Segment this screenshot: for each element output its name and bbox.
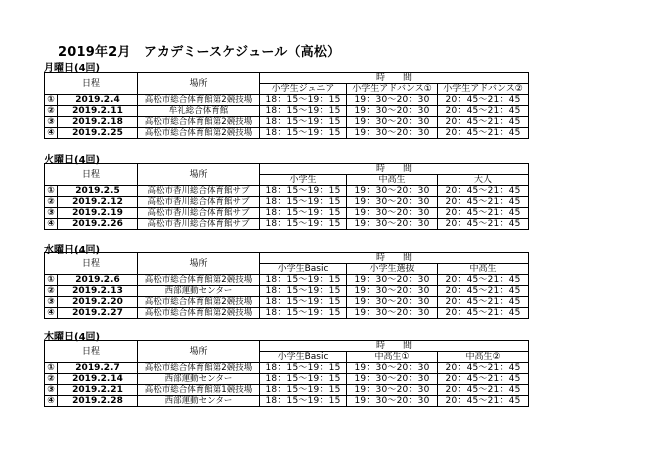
header-time: 時 間 — [260, 164, 529, 175]
row-number: ① — [45, 275, 58, 286]
row-location: 高松市総合体育館第2競技場 — [138, 117, 260, 128]
row-number: ② — [45, 106, 58, 117]
table-row — [45, 275, 529, 286]
table-row — [45, 197, 529, 208]
row-time-3: 20：45～21：45 — [438, 117, 529, 128]
row-number: ① — [45, 363, 58, 374]
row-date: 2019.2.13 — [58, 286, 138, 297]
row-time-2: 19：30～20：30 — [347, 363, 438, 374]
header-time: 時 間 — [260, 341, 529, 352]
row-time-2: 19：30～20：30 — [347, 308, 438, 319]
row-number: ④ — [45, 219, 58, 230]
row-location: 高松市総合体育館第2競技場 — [138, 363, 260, 374]
row-time-3: 20：45～21：45 — [438, 286, 529, 297]
header-location: 場所 — [138, 253, 260, 275]
table-row — [45, 117, 529, 128]
row-time-3: 20：45～21：45 — [438, 208, 529, 219]
row-time-2: 19：30～20：30 — [347, 128, 438, 139]
row-time-3: 20：45～21：45 — [438, 385, 529, 396]
table-row — [45, 208, 529, 219]
row-time-3: 20：45～21：45 — [438, 275, 529, 286]
row-location: 高松市総合体育館第2競技場 — [138, 95, 260, 106]
row-date: 2019.2.5 — [58, 186, 138, 197]
row-location: 高松市総合体育館第2競技場 — [138, 297, 260, 308]
row-number: ① — [45, 186, 58, 197]
row-time-3: 20：45～21：45 — [438, 374, 529, 385]
row-time-3: 20：45～21：45 — [438, 396, 529, 407]
row-time-3: 20：45～21：45 — [438, 363, 529, 374]
column-header: 中高生① — [347, 352, 438, 363]
header-location: 場所 — [138, 73, 260, 95]
table-row — [45, 219, 529, 230]
row-time-2: 19：30～20：30 — [347, 208, 438, 219]
row-date: 2019.2.4 — [58, 95, 138, 106]
row-time-1: 18：15～19：15 — [260, 208, 347, 219]
row-number: ④ — [45, 308, 58, 319]
row-location: 西部運動センター — [138, 374, 260, 385]
row-date: 2019.2.18 — [58, 117, 138, 128]
page-title: 2019年2月 アカデミースケジュール（高松） — [58, 45, 341, 60]
column-header: 小学生Basic — [260, 264, 347, 275]
column-header: 中高生② — [438, 352, 529, 363]
row-time-2: 19：30～20：30 — [347, 186, 438, 197]
row-time-2: 19：30～20：30 — [347, 297, 438, 308]
row-number: ④ — [45, 396, 58, 407]
table-row — [45, 308, 529, 319]
row-time-3: 20：45～21：45 — [438, 186, 529, 197]
row-number: ③ — [45, 208, 58, 219]
column-header: 大人 — [438, 175, 529, 186]
row-location: 高松市総合体育館第2競技場 — [138, 308, 260, 319]
header-date: 日程 — [45, 253, 138, 275]
schedule-table-tuesday — [44, 163, 529, 230]
row-time-2: 19：30～20：30 — [347, 396, 438, 407]
row-time-2: 19：30～20：30 — [347, 219, 438, 230]
row-location: 牟礼総合体育館 — [138, 106, 260, 117]
schedule-table-monday — [44, 72, 529, 139]
row-time-2: 19：30～20：30 — [347, 197, 438, 208]
row-location: 高松市香川総合体育館サブ — [138, 208, 260, 219]
row-date: 2019.2.26 — [58, 219, 138, 230]
row-date: 2019.2.27 — [58, 308, 138, 319]
table-row — [45, 128, 529, 139]
row-time-1: 18：15～19：15 — [260, 219, 347, 230]
row-time-2: 19：30～20：30 — [347, 95, 438, 106]
header-date: 日程 — [45, 341, 138, 363]
header-time: 時 間 — [260, 73, 529, 84]
row-location: 高松市総合体育館第2競技場 — [138, 128, 260, 139]
row-date: 2019.2.7 — [58, 363, 138, 374]
row-time-1: 18：15～19：15 — [260, 275, 347, 286]
header-location: 場所 — [138, 341, 260, 363]
section-label-monday: 月曜日(4回) — [44, 63, 101, 74]
row-date: 2019.2.28 — [58, 396, 138, 407]
row-time-3: 20：45～21：45 — [438, 219, 529, 230]
column-header: 小学生ジュニア — [260, 84, 347, 95]
table-row — [45, 95, 529, 106]
row-time-1: 18：15～19：15 — [260, 363, 347, 374]
row-date: 2019.2.20 — [58, 297, 138, 308]
row-time-1: 18：15～19：15 — [260, 197, 347, 208]
row-number: ④ — [45, 128, 58, 139]
row-time-1: 18：15～19：15 — [260, 297, 347, 308]
row-time-2: 19：30～20：30 — [347, 117, 438, 128]
row-date: 2019.2.12 — [58, 197, 138, 208]
row-time-3: 20：45～21：45 — [438, 308, 529, 319]
row-number: ① — [45, 95, 58, 106]
row-location: 西部運動センター — [138, 396, 260, 407]
header-date: 日程 — [45, 73, 138, 95]
row-time-1: 18：15～19：15 — [260, 106, 347, 117]
row-date: 2019.2.21 — [58, 385, 138, 396]
row-time-1: 18：15～19：15 — [260, 186, 347, 197]
table-row — [45, 297, 529, 308]
row-time-1: 18：15～19：15 — [260, 128, 347, 139]
section-label-thursday: 木曜日(4回) — [44, 332, 101, 343]
header-location: 場所 — [138, 164, 260, 186]
row-location: 高松市香川総合体育館サブ — [138, 197, 260, 208]
row-time-1: 18：15～19：15 — [260, 308, 347, 319]
table-row — [45, 363, 529, 374]
row-number: ③ — [45, 117, 58, 128]
row-time-1: 18：15～19：15 — [260, 117, 347, 128]
schedule-table-wednesday — [44, 252, 529, 319]
row-time-3: 20：45～21：45 — [438, 128, 529, 139]
row-date: 2019.2.19 — [58, 208, 138, 219]
row-time-2: 19：30～20：30 — [347, 385, 438, 396]
row-time-2: 19：30～20：30 — [347, 286, 438, 297]
column-header: 中高生 — [438, 264, 529, 275]
row-number: ③ — [45, 385, 58, 396]
section-label-tuesday: 火曜日(4回) — [44, 155, 101, 166]
row-location: 西部運動センター — [138, 286, 260, 297]
row-location: 高松市総合体育館第2競技場 — [138, 275, 260, 286]
row-time-1: 18：15～19：15 — [260, 95, 347, 106]
row-time-3: 20：45～21：45 — [438, 106, 529, 117]
row-number: ③ — [45, 297, 58, 308]
column-header: 小学生アドバンス② — [438, 84, 529, 95]
row-time-2: 19：30～20：30 — [347, 374, 438, 385]
table-row — [45, 106, 529, 117]
row-time-3: 20：45～21：45 — [438, 297, 529, 308]
row-location: 高松市香川総合体育館サブ — [138, 219, 260, 230]
column-header: 小学生選抜 — [347, 264, 438, 275]
table-row — [45, 286, 529, 297]
row-time-2: 19：30～20：30 — [347, 275, 438, 286]
schedule-table-thursday — [44, 340, 529, 407]
row-location: 高松市総合体育館第1競技場 — [138, 385, 260, 396]
column-header: 中高生 — [347, 175, 438, 186]
header-date: 日程 — [45, 164, 138, 186]
header-time: 時 間 — [260, 253, 529, 264]
row-number: ② — [45, 286, 58, 297]
column-header: 小学生 — [260, 175, 347, 186]
row-time-1: 18：15～19：15 — [260, 286, 347, 297]
row-number: ② — [45, 197, 58, 208]
row-time-2: 19：30～20：30 — [347, 106, 438, 117]
row-date: 2019.2.14 — [58, 374, 138, 385]
section-label-wednesday: 水曜日(4回) — [44, 245, 101, 256]
table-row — [45, 385, 529, 396]
row-location: 高松市香川総合体育館サブ — [138, 186, 260, 197]
table-row — [45, 396, 529, 407]
row-time-1: 18：15～19：15 — [260, 385, 347, 396]
table-row — [45, 374, 529, 385]
row-time-3: 20：45～21：45 — [438, 197, 529, 208]
row-date: 2019.2.11 — [58, 106, 138, 117]
row-number: ② — [45, 374, 58, 385]
row-time-1: 18：15～19：15 — [260, 396, 347, 407]
row-date: 2019.2.6 — [58, 275, 138, 286]
column-header: 小学生アドバンス① — [347, 84, 438, 95]
row-time-1: 18：15～19：15 — [260, 374, 347, 385]
row-date: 2019.2.25 — [58, 128, 138, 139]
row-time-3: 20：45～21：45 — [438, 95, 529, 106]
table-row — [45, 186, 529, 197]
column-header: 小学生Basic — [260, 352, 347, 363]
